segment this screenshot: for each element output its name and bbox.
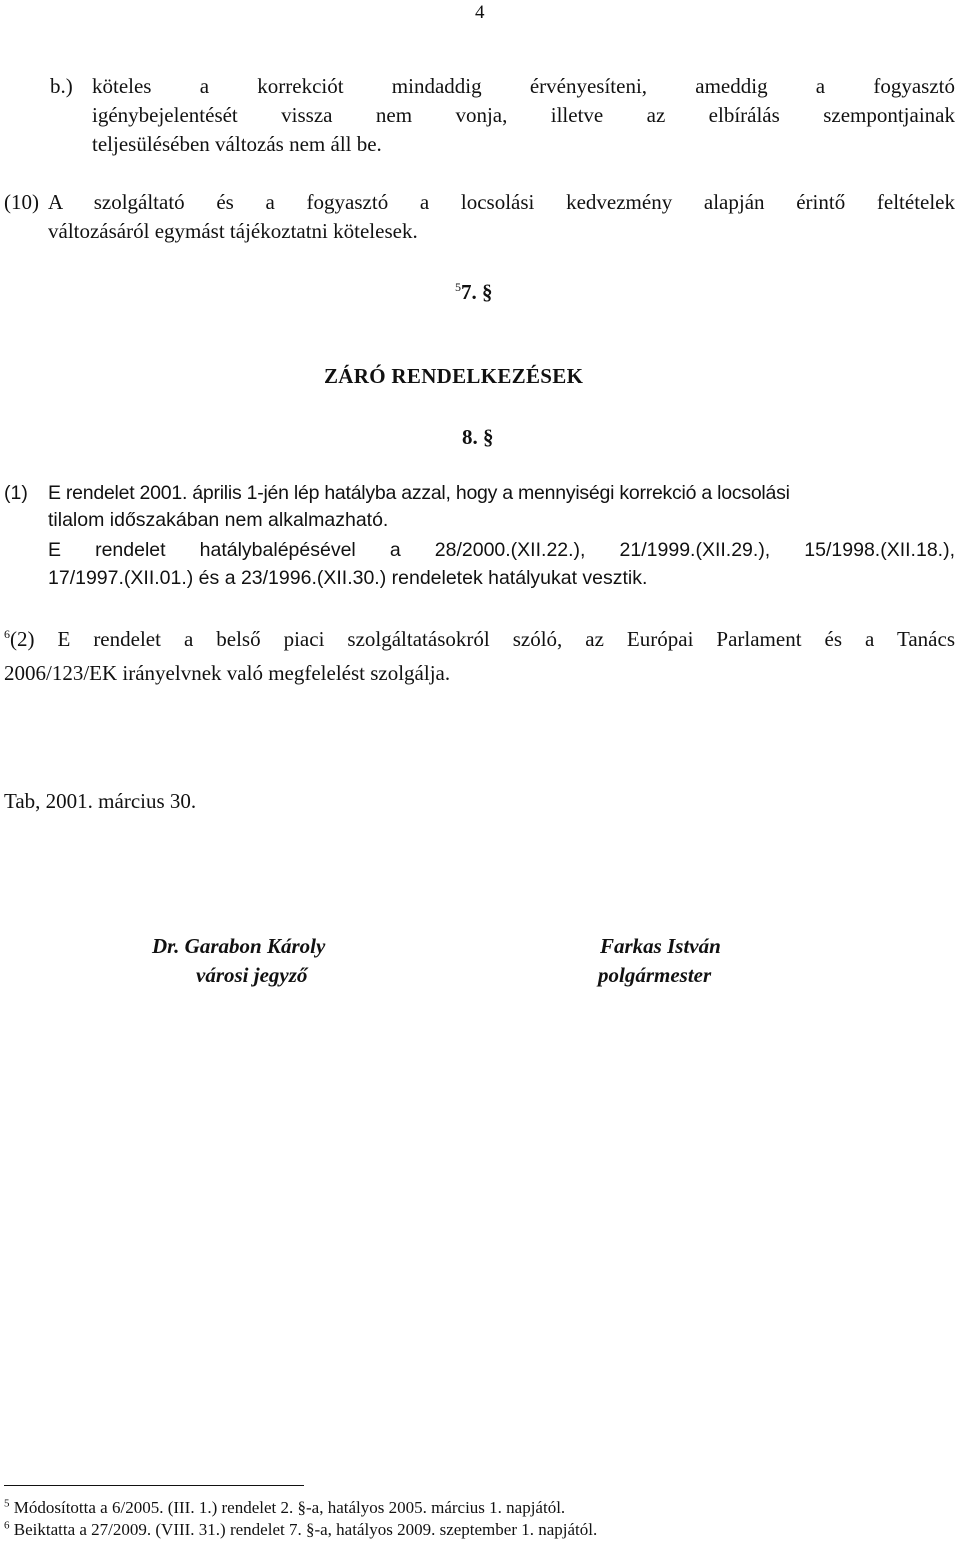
signatory-2-name: Farkas István	[600, 934, 721, 958]
item-10-line-1: A szolgáltató és a fogyasztó a locsolási kedvezmény alapján érintő feltételek	[48, 190, 955, 214]
para-8-1-marker: (1)	[4, 482, 28, 504]
footnote-6-number: 6	[4, 1519, 10, 1532]
section-7-label: 7. §	[461, 280, 493, 304]
closing-provisions-heading: ZÁRÓ RENDELKEZÉSEK	[324, 364, 584, 388]
footnote-5-text: Módosította a 6/2005. (III. 1.) rendelet 2. §-a, hatályos 2005. március 1. napjától.	[13, 1498, 566, 1517]
para-8-1-line-2: tilalom időszakában nem alkalmazható.	[48, 509, 389, 531]
para-8-2-line-1	[4, 625, 955, 653]
item-b-line-2: igénybejelentését vissza nem vonja, illetve az elbírálás szempontjainak	[92, 103, 955, 127]
signatory-1-name: Dr. Garabon Károly	[152, 934, 326, 958]
section-7-heading	[455, 278, 493, 306]
item-10-line-2: változásáról egymást tájékoztatni kötelesek.	[48, 219, 418, 243]
signatory-1-title: városi jegyző	[196, 963, 308, 987]
signatory-2-title: polgármester	[598, 963, 712, 987]
para-8-2-text-1: (2) E rendelet a belső piaci szolgáltatásokról szóló, az Európai Parlament és a Tanács	[10, 627, 955, 651]
section-8-heading: 8. §	[462, 425, 494, 449]
item-b-line-3: teljesülésében változás nem áll be.	[92, 132, 382, 156]
place-date: Tab, 2001. március 30.	[4, 789, 197, 813]
page-number: 4	[475, 2, 485, 23]
footnote-ref-6: 6	[4, 627, 10, 641]
list-marker-b: b.)	[50, 74, 73, 98]
para-8-1-line-1: E rendelet 2001. április 1-jén lép hatályba azzal, hogy a mennyiségi korrekció a locsolási	[48, 482, 790, 504]
para-8-1-line-4: 17/1997.(XII.01.) és a 23/1996.(XII.30.) rendeletek hatályukat vesztik.	[48, 567, 648, 589]
para-8-1-line-3: E rendelet hatálybalépésével a 28/2000.(XII.22.), 21/1999.(XII.29.), 15/1998.(XII.18.),	[48, 539, 955, 561]
footnote-6	[4, 1519, 597, 1541]
footnote-separator	[4, 1485, 304, 1486]
item-b-line-1: köteles a korrekciót mindaddig érvényesíteni, ameddig a fogyasztó	[92, 74, 955, 98]
footnote-6-text: Beiktatta a 27/2009. (VIII. 31.) rendelet 7. §-a, hatályos 2009. szeptember 1. napjától.	[13, 1520, 598, 1539]
list-marker-10: (10)	[4, 190, 39, 214]
footnote-ref-5: 5	[455, 280, 461, 294]
para-8-2-line-2: 2006/123/EK irányelvnek való megfelelést szolgálja.	[4, 661, 451, 685]
footnote-5	[4, 1497, 565, 1519]
footnote-5-number: 5	[4, 1497, 10, 1510]
